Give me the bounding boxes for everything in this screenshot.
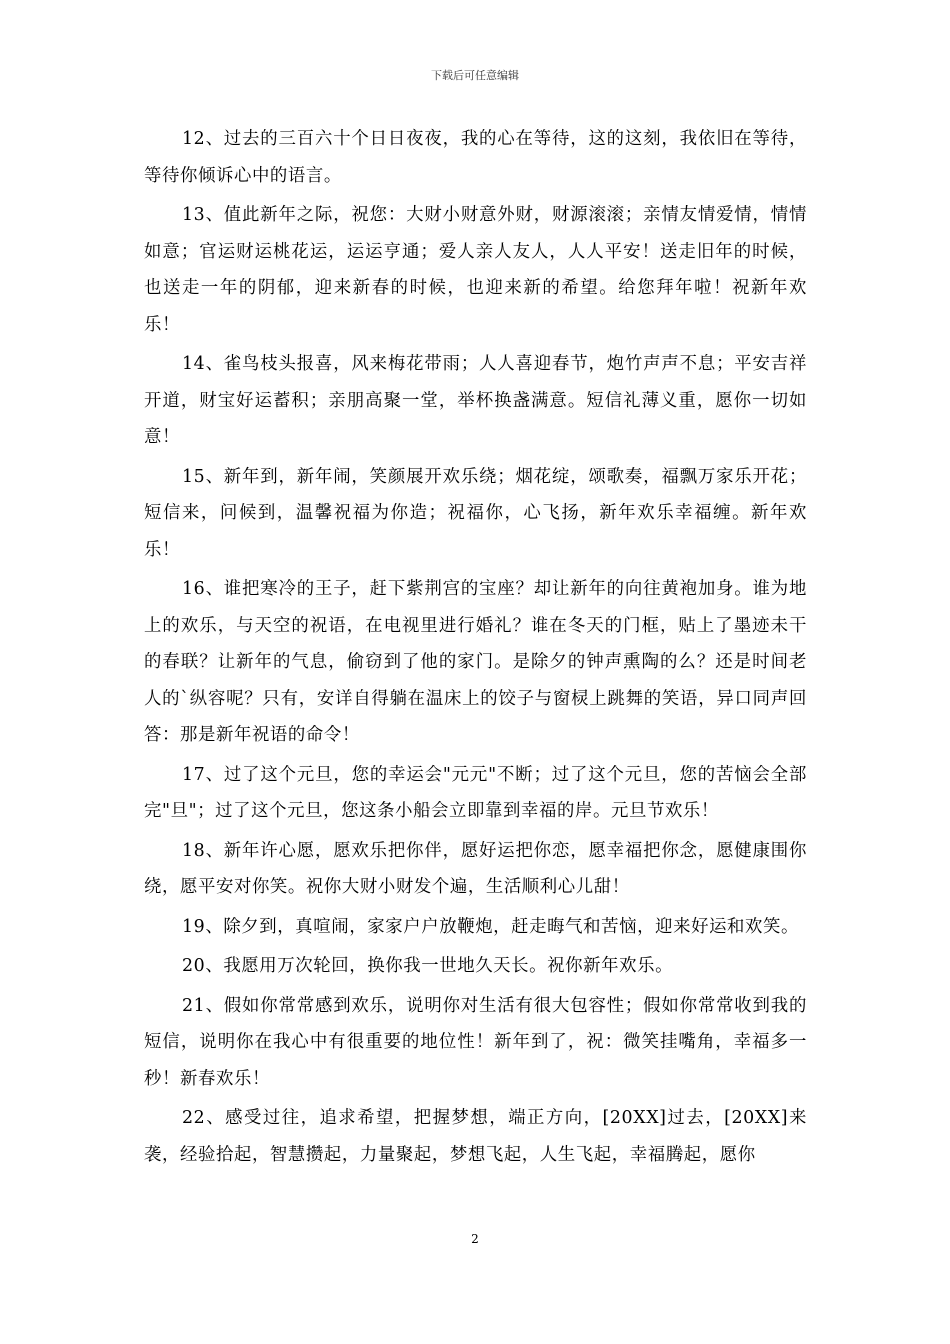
paragraph-21: 21、假如你常常感到欢乐，说明你对生活有很大包容性；假如你常常收到我的短信，说明你在我心中有很重要的地位性！新年到了，祝：微笑挂嘴角，幸福多一秒！新春欢乐！ [144,995,807,1089]
paragraph-16: 16、谁把寒冷的王子，赶下紫荆宫的宝座？却让新年的向往黄袍加身。谁为地上的欢乐，与天空的祝语，在电视里进行婚礼？谁在冬天的门框，贴上了墨迹未干的春联？让新年的气息，偷窃到了他的家门。是除夕的钟声熏陶的么？还是时间老人的`纵容呢？只有，安详自得躺在温床上的饺子与窗棂上跳舞的笑语，异口同声回答：那是新年祝语的命令！ [144,579,807,745]
page-header: 下载后可任意编辑 [431,69,519,82]
paragraph-22: 22、感受过往，追求希望，把握梦想，端正方向，[20XX]过去，[20XX]来袭，经验拾起，智慧攒起，力量聚起，梦想飞起，人生飞起，幸福腾起，愿你 [144,1108,807,1165]
paragraph-14: 14、雀鸟枝头报喜，风来梅花带雨；人人喜迎春节，炮竹声声不息；平安吉祥开道，财宝好运蓄积；亲朋高聚一堂，举杯换盏满意。短信礼薄义重，愿你一切如意！ [144,354,807,447]
paragraph-15: 15、新年到，新年闹，笑颜展开欢乐绕；烟花绽，颂歌奏，福飘万家乐开花；短信来，问候到，温馨祝福为你造；祝福你，心飞扬，新年欢乐幸福缠。新年欢乐！ [144,466,807,560]
paragraph-19: 19、除夕到，真喧闹，家家户户放鞭炮，赶走晦气和苦恼，迎来好运和欢笑。 [182,916,800,937]
document-body [144,121,807,1176]
paragraph-17: 17、过了这个元旦，您的幸运会"元元"不断；过了这个元旦，您的苦恼会全部完"旦"；过了这个元旦，您这条小船会立即靠到幸福的岸。元旦节欢乐！ [144,764,807,821]
page-number: 2 [471,1232,479,1246]
paragraph-12: 12、过去的三百六十个日日夜夜，我的心在等待，这的这刻，我依旧在等待，等待你倾诉心中的语言。 [144,129,807,186]
paragraph-13: 13、值此新年之际，祝您：大财小财意外财，财源滚滚；亲情友情爱情，情情如意；官运财运桃花运，运运亨通；爱人亲人友人，人人平安！送走旧年的时候，也送走一年的阴郁，迎来新春的时候，也迎来新的希望。给您拜年啦！祝新年欢乐！ [144,205,807,335]
paragraph-20: 20、我愿用万次轮回，换你我一世地久天长。祝你新年欢乐。 [182,956,674,976]
paragraph-18: 18、新年许心愿，愿欢乐把你伴，愿好运把你恋，愿幸福把你念，愿健康围你绕，愿平安对你笑。祝你大财小财发个遍，生活顺利心儿甜！ [144,840,807,897]
